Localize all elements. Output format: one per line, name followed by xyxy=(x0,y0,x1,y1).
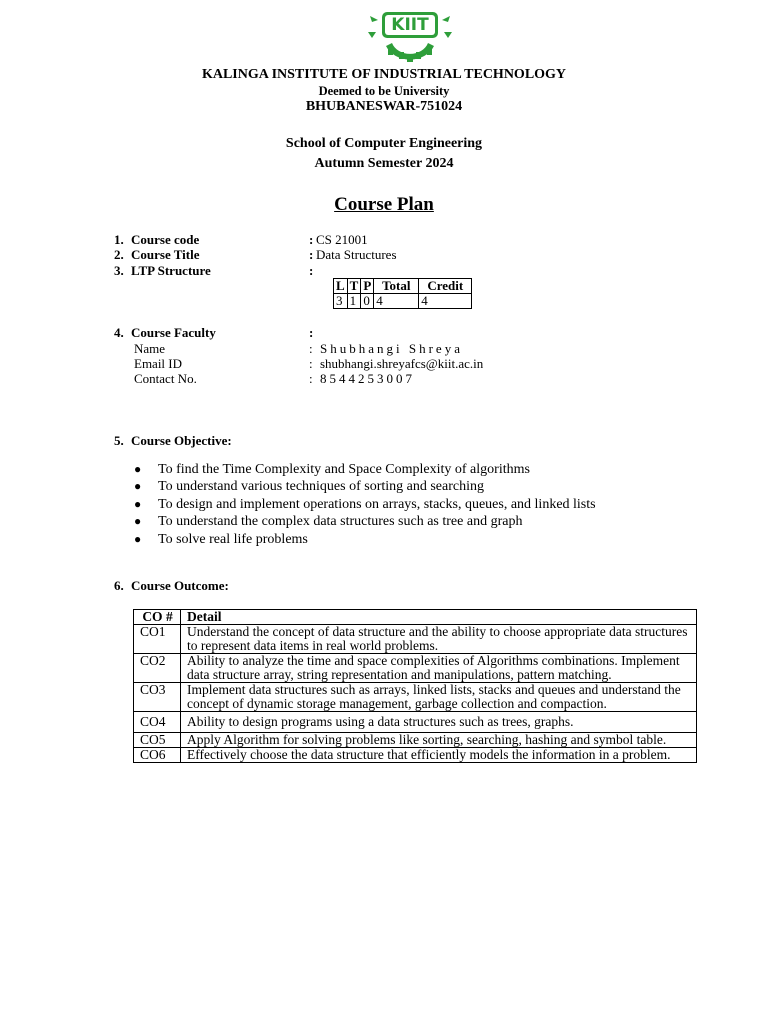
faculty-contact-label: Contact No. xyxy=(134,371,197,386)
course-code-value: CS 21001 xyxy=(316,232,368,247)
ltp-value-t: 1 xyxy=(347,294,361,309)
objective-list xyxy=(134,461,596,548)
ltp-header-credit: Credit xyxy=(419,279,472,294)
faculty-email-value: shubhangi.shreyafcs@kiit.ac.in xyxy=(320,356,484,371)
table-row xyxy=(134,748,697,763)
co-detail: Ability to design programs using a data structures such as trees, graphs. xyxy=(181,712,697,733)
co-number: CO4 xyxy=(134,712,181,733)
table-row xyxy=(134,683,697,712)
faculty-email-label: Email ID xyxy=(134,356,183,371)
item-number: 3. xyxy=(114,263,124,278)
list-item xyxy=(134,461,596,478)
bullet-icon: ● xyxy=(134,531,142,546)
semester: Autumn Semester 2024 xyxy=(314,156,454,171)
list-item xyxy=(134,513,596,530)
co-detail: Ability to analyze the time and space complexities of Algorithms combinations. Implement data structure array, string representation and manipulations, pattern matching. xyxy=(181,654,697,683)
co-detail: Understand the concept of data structure and the ability to choose appropriate data structures to represent data items in real world problems. xyxy=(181,625,697,654)
objective-text: To design and implement operations on arrays, stacks, queues, and linked lists xyxy=(158,496,596,512)
ltp-structure-label: LTP Structure xyxy=(131,263,211,278)
bullet-icon: ● xyxy=(134,462,142,476)
item-number: 4. xyxy=(114,325,124,340)
table-row xyxy=(134,733,697,748)
co-detail-header: Detail xyxy=(181,610,697,625)
bullet-icon: ● xyxy=(134,514,142,529)
colon: : xyxy=(309,371,313,386)
item-number: 2. xyxy=(114,247,124,262)
co-number: CO1 xyxy=(134,625,181,654)
co-number: CO2 xyxy=(134,654,181,683)
logo-text: KIIT xyxy=(391,15,429,35)
co-number-header: CO # xyxy=(134,610,181,625)
kiit-logo xyxy=(368,10,452,62)
list-item xyxy=(134,496,596,513)
course-objective-label: Course Objective: xyxy=(131,433,232,448)
course-title-label: Course Title xyxy=(131,247,200,262)
faculty-name-value: Shubhangi Shreya xyxy=(320,341,463,356)
co-detail: Effectively choose the data structure that efficiently models the information in a problem. xyxy=(181,748,697,763)
table-row xyxy=(134,625,697,654)
ltp-table xyxy=(333,278,472,309)
colon: : xyxy=(309,356,313,371)
colon: : xyxy=(309,325,314,340)
course-title-value: Data Structures xyxy=(316,247,397,262)
course-faculty-label: Course Faculty xyxy=(131,325,216,340)
school-name: School of Computer Engineering xyxy=(285,136,483,151)
co-number: CO6 xyxy=(134,748,181,763)
objective-text: To find the Time Complexity and Space Complexity of algorithms xyxy=(158,462,530,477)
course-outcome-label: Course Outcome: xyxy=(131,578,229,593)
ltp-value-credit: 4 xyxy=(419,294,472,309)
ltp-value-l: 3 xyxy=(334,294,348,309)
colon: : xyxy=(309,247,314,262)
table-header-row xyxy=(134,610,697,625)
ltp-value-p: 0 xyxy=(361,294,374,309)
ltp-value-row xyxy=(334,294,472,309)
objective-text: To solve real life problems xyxy=(158,531,308,547)
item-number: 1. xyxy=(114,232,124,247)
table-row xyxy=(134,712,697,733)
ltp-header-row xyxy=(334,279,472,294)
page-title: Course Plan xyxy=(334,194,434,215)
bullet-icon: ● xyxy=(134,496,142,511)
list-item xyxy=(134,478,596,495)
colon: : xyxy=(309,263,314,278)
faculty-name-label: Name xyxy=(134,341,166,356)
course-code-label: Course code xyxy=(131,232,200,247)
ltp-header-t: T xyxy=(347,279,361,294)
table-row xyxy=(134,654,697,683)
colon: : xyxy=(309,232,314,247)
outcome-table xyxy=(133,609,697,763)
ltp-header-p: P xyxy=(361,279,374,294)
objective-text: To understand the complex data structures such as tree and graph xyxy=(158,514,523,530)
institute-name: KALINGA INSTITUTE OF INDUSTRIAL TECHNOLOGY xyxy=(201,67,567,82)
item-number: 6. xyxy=(114,578,124,593)
list-item xyxy=(134,531,596,548)
institute-city: BHUBANESWAR-751024 xyxy=(305,99,463,114)
deemed-university: Deemed to be University xyxy=(318,84,450,98)
co-number: CO3 xyxy=(134,683,181,712)
objective-text: To understand various techniques of sorting and searching xyxy=(158,479,484,495)
ltp-value-total: 4 xyxy=(374,294,419,309)
item-number: 5. xyxy=(114,433,124,448)
co-number: CO5 xyxy=(134,733,181,748)
ltp-header-l: L xyxy=(334,279,348,294)
faculty-contact-value: 8544253007 xyxy=(320,371,415,386)
ltp-header-total: Total xyxy=(374,279,419,294)
colon: : xyxy=(309,341,313,356)
co-detail: Apply Algorithm for solving problems like sorting, searching, hashing and symbol table. xyxy=(181,733,697,748)
bullet-icon: ● xyxy=(134,479,142,494)
co-detail: Implement data structures such as arrays, linked lists, stacks and queues and understand the concept of dynamic storage management, garbage collection and compaction. xyxy=(181,683,697,712)
